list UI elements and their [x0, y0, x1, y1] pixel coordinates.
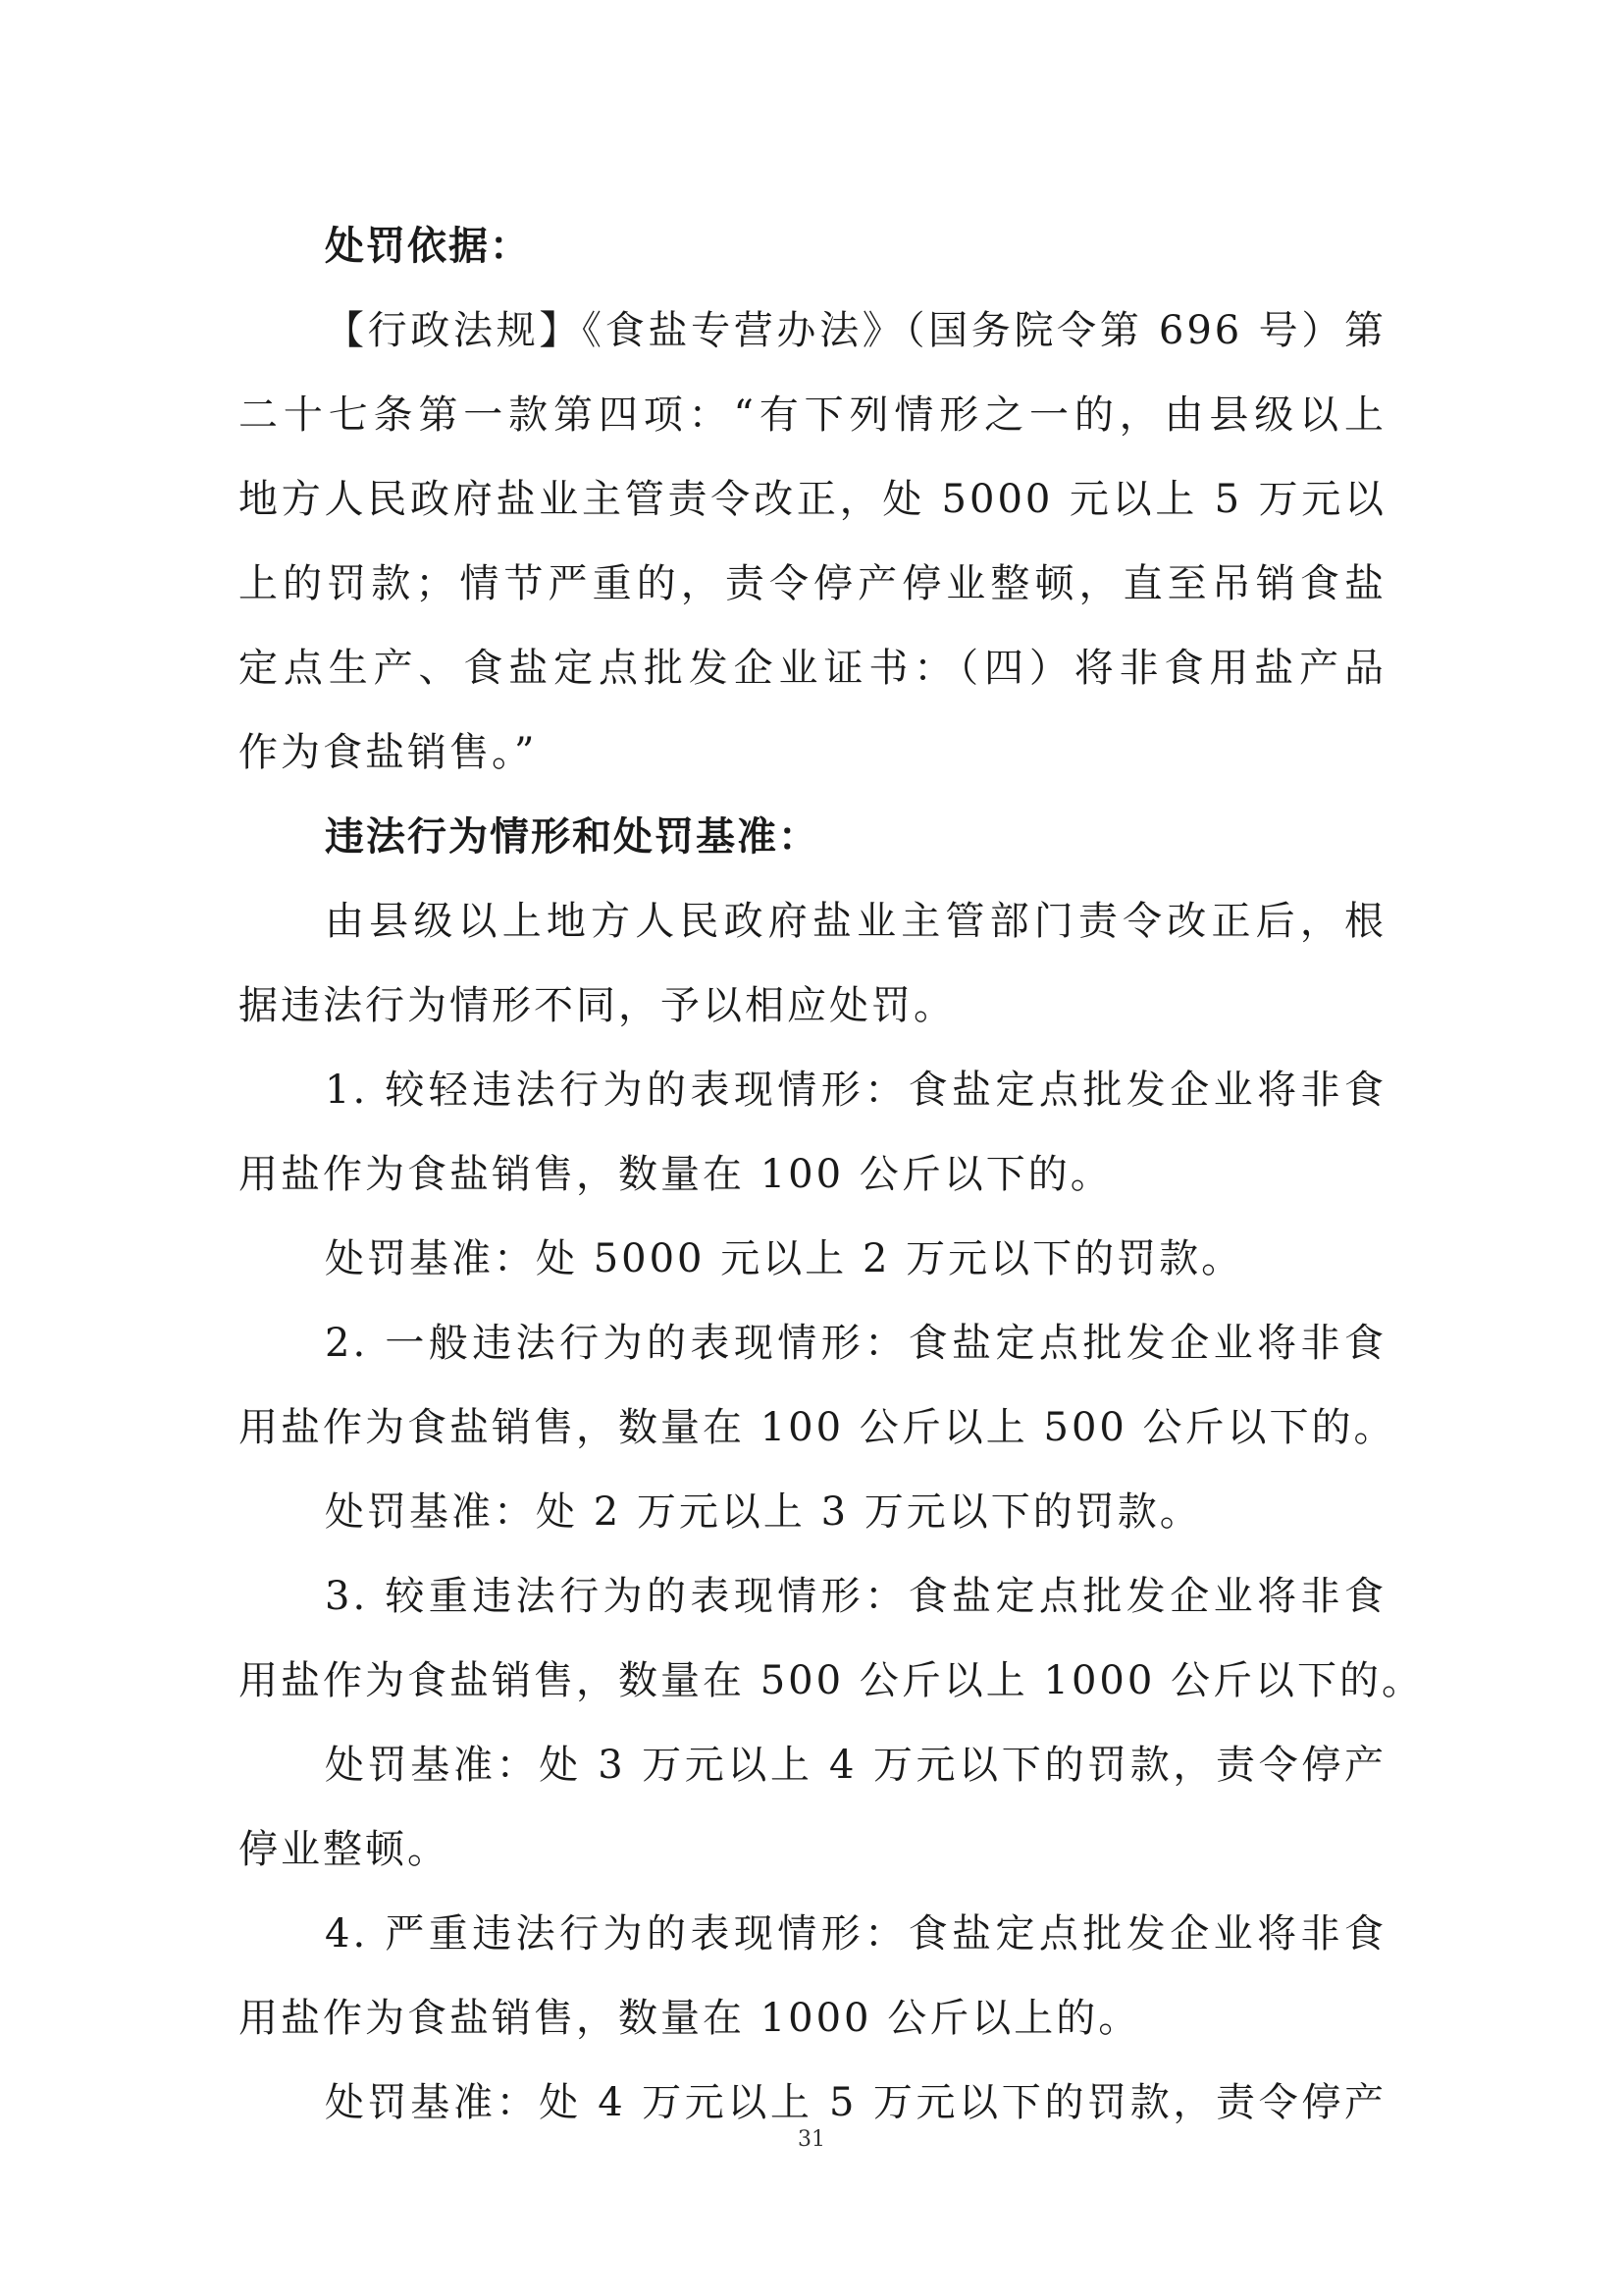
- document-body: [238, 204, 1425, 2145]
- body-line: 用盐作为食盐销售，数量在 500 公斤以上 1000 公斤以下的。: [238, 1658, 1425, 1703]
- body-line: 处罚基准：处 4 万元以上 5 万元以下的罚款，责令停产: [325, 2080, 1387, 2125]
- body-line: 【行政法规】《食盐专营办法》（国务院令第 696 号）第: [325, 308, 1387, 353]
- body-line: 二十七条第一款第四项：“有下列情形之一的，由县级以上: [238, 392, 1387, 438]
- body-line: 2. 一般违法行为的表现情形：食盐定点批发企业将非食: [325, 1321, 1387, 1366]
- body-line: 处罚基准：处 3 万元以上 4 万元以下的罚款，责令停产: [325, 1743, 1387, 1788]
- body-line: 处罚基准：处 2 万元以上 3 万元以下的罚款。: [325, 1489, 1202, 1535]
- body-line: 用盐作为食盐销售，数量在 100 公斤以下的。: [238, 1152, 1113, 1197]
- body-line: 1. 较轻违法行为的表现情形：食盐定点批发企业将非食: [325, 1068, 1387, 1113]
- body-line: 作为食盐销售。”: [238, 730, 538, 775]
- section-heading-violation-standards: 违法行为情形和处罚基准：: [325, 814, 819, 860]
- body-line: 由县级以上地方人民政府盐业主管部门责令改正后，根: [325, 899, 1387, 944]
- body-line: 停业整顿。: [238, 1827, 449, 1872]
- page-number: 31: [798, 2127, 825, 2152]
- body-line: 用盐作为食盐销售，数量在 100 公斤以上 500 公斤以下的。: [238, 1405, 1396, 1450]
- body-line: 3. 较重违法行为的表现情形：食盐定点批发企业将非食: [325, 1574, 1387, 1619]
- body-line: 地方人民政府盐业主管责令改正，处 5000 元以上 5 万元以: [238, 477, 1387, 522]
- body-line: 上的罚款；情节严重的，责令停产停业整顿，直至吊销食盐: [238, 561, 1387, 606]
- body-line: 定点生产、食盐定点批发企业证书：（四）将非食用盐产品: [238, 646, 1387, 691]
- body-line: 据违法行为情形不同，予以相应处罚。: [238, 983, 956, 1028]
- body-line: 处罚基准：处 5000 元以上 2 万元以下的罚款。: [325, 1236, 1244, 1281]
- body-line: 用盐作为食盐销售，数量在 1000 公斤以上的。: [238, 1996, 1141, 2041]
- section-heading-penalty-basis: 处罚依据：: [325, 224, 531, 269]
- body-line: 4. 严重违法行为的表现情形：食盐定点批发企业将非食: [325, 1911, 1387, 1957]
